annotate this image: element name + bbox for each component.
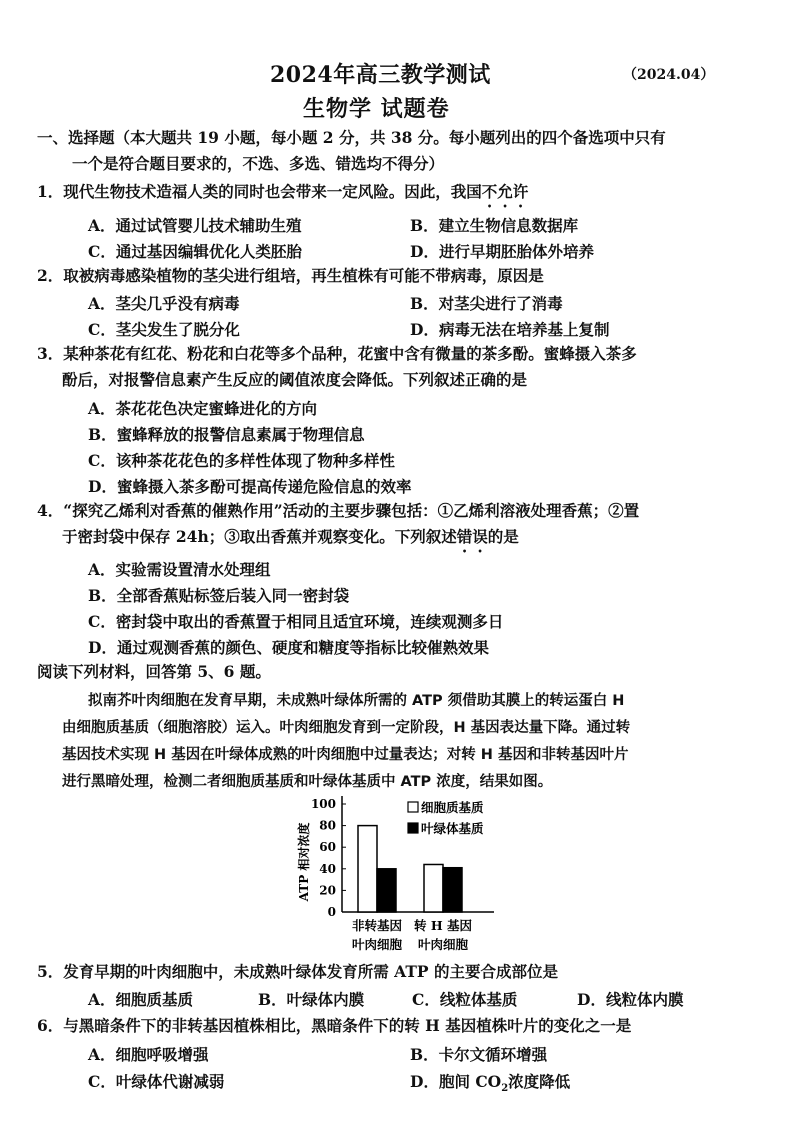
question-5-option-d: D．线粒体内膜 bbox=[577, 990, 684, 1009]
question-5-option-b: B．叶绿体内膜 bbox=[258, 990, 365, 1009]
exam-date: （2024.04） bbox=[623, 67, 715, 83]
question-1-option-b: B．建立生物信息数据库 bbox=[410, 216, 579, 235]
question-6-option-b: B．卡尔文循环增强 bbox=[410, 1045, 548, 1064]
y-tick-label: 40 bbox=[319, 861, 336, 876]
legend-swatch bbox=[408, 802, 418, 812]
question-5-stem: 5．发育早期的叶肉细胞中，未成熟叶绿体发育所需 ATP 的主要合成部位是 bbox=[37, 962, 558, 981]
x-category-label: 非转基因 bbox=[351, 918, 403, 933]
question-1-option-a: A．通过试管婴儿技术辅助生殖 bbox=[88, 216, 302, 235]
question-2-stem: 2．取被病毒感染植物的茎尖进行组培，再生植株有可能不带病毒，原因是 bbox=[37, 266, 544, 285]
question-1-option-d: D．进行早期胚胎体外培养 bbox=[410, 242, 594, 261]
bar-cytoplasm-0 bbox=[358, 826, 377, 912]
question-4-stem-end: 的是 bbox=[487, 527, 519, 546]
x-category-label: 叶肉细胞 bbox=[351, 937, 403, 952]
question-6-option-d bbox=[410, 1070, 570, 1094]
question-4-option-d: D．通过观测香蕉的颜色、硬度和糖度等指标比较催熟效果 bbox=[88, 638, 489, 657]
reading-intro: 阅读下列材料，回答第 5、6 题。 bbox=[37, 662, 271, 681]
question-6-option-c: C．叶绿体代谢减弱 bbox=[88, 1072, 225, 1091]
x-category-label: 转 H 基因 bbox=[413, 918, 473, 933]
question-6-stem: 6．与黑暗条件下的非转基因植株相比，黑暗条件下的转 H 基因植株叶片的变化之一是 bbox=[37, 1016, 632, 1035]
question-2-option-d: D．病毒无法在培养基上复制 bbox=[410, 320, 610, 339]
atp-concentration-chart bbox=[290, 790, 510, 955]
question-4-option-c: C．密封袋中取出的香蕉置于相同且适宜环境，连续观测多日 bbox=[88, 612, 504, 631]
question-1-emphasis: 不允许 bbox=[481, 182, 529, 201]
question-3-stem-line-2: 酚后，对报警信息素产生反应的阈值浓度会降低。下列叙述正确的是 bbox=[62, 370, 528, 389]
exam-title: 2024年高三教学测试 bbox=[270, 62, 491, 88]
question-4-emphasis: 错误 bbox=[456, 527, 488, 546]
bar-cytoplasm-1 bbox=[424, 864, 443, 912]
question-6-option-d-end: 浓度降低 bbox=[508, 1072, 571, 1091]
bar-chloroplast-0 bbox=[377, 869, 396, 912]
legend-label: 细胞质基质 bbox=[421, 800, 484, 815]
section-heading-line-2: 一个是符合题目要求的，不选、多选、错选均不得分） bbox=[72, 154, 445, 173]
x-category-label: 叶肉细胞 bbox=[417, 937, 469, 952]
question-2-option-b: B．对茎尖进行了消毒 bbox=[410, 294, 563, 313]
reading-paragraph-line-1: 拟南芥叶肉细胞在发育早期，未成熟叶绿体所需的 ATP 须借助其膜上的转运蛋白 H bbox=[88, 693, 625, 709]
co2-subscript: 2 bbox=[501, 1083, 509, 1095]
y-tick-label: 100 bbox=[310, 797, 336, 811]
question-2-option-c: C．茎尖发生了脱分化 bbox=[88, 320, 240, 339]
question-6-option-a: A．细胞呼吸增强 bbox=[88, 1045, 209, 1064]
question-4-stem-text: 于密封袋中保存 24h；③取出香蕉并观察变化。下列叙述 bbox=[62, 527, 457, 546]
question-4-stem-line-1: 4．“探究乙烯利对香蕉的催熟作用”活动的主要步骤包括：①乙烯利溶液处理香蕉；②置 bbox=[37, 501, 640, 520]
y-tick-label: 80 bbox=[319, 818, 336, 833]
question-3-option-d: D．蜜蜂摄入茶多酚可提高传递危险信息的效率 bbox=[88, 477, 412, 496]
y-tick-label: 0 bbox=[327, 905, 336, 919]
question-5-option-a: A．细胞质基质 bbox=[88, 990, 194, 1009]
y-tick-label: 60 bbox=[319, 840, 336, 855]
question-6-option-d-text: D．胞间 CO bbox=[410, 1072, 502, 1091]
reading-paragraph-line-4: 进行黑暗处理，检测二者细胞质基质和叶绿体基质中 ATP 浓度，结果如图。 bbox=[62, 774, 553, 790]
legend-label: 叶绿体基质 bbox=[421, 821, 484, 836]
exam-subtitle: 生物学 试题卷 bbox=[303, 96, 450, 122]
reading-paragraph-line-3: 基因技术实现 H 基因在叶绿体成熟的叶肉细胞中过量表达；对转 H 基因和非转基因叶片 bbox=[62, 747, 629, 763]
y-axis-label: ATP 相对浓度 bbox=[297, 822, 311, 902]
question-1-stem bbox=[37, 182, 528, 211]
question-1-stem-text: 1．现代生物技术造福人类的同时也会带来一定风险。因此，我国 bbox=[37, 182, 482, 201]
question-4-stem-line-2 bbox=[62, 527, 519, 556]
question-4-option-a: A．实验需设置清水处理组 bbox=[88, 560, 271, 579]
question-3-option-a: A．茶花花色决定蜜蜂进化的方向 bbox=[88, 399, 318, 418]
question-3-option-c: C．该种茶花花色的多样性体现了物种多样性 bbox=[88, 451, 395, 470]
reading-paragraph-line-2: 由细胞质基质（细胞溶胶）运入。叶肉细胞发育到一定阶段，H 基因表达量下降。通过转 bbox=[62, 720, 631, 736]
bar-chloroplast-1 bbox=[443, 868, 462, 912]
question-3-option-b: B．蜜蜂释放的报警信息素属于物理信息 bbox=[88, 425, 365, 444]
question-2-option-a: A．茎尖几乎没有病毒 bbox=[88, 294, 240, 313]
question-5-option-c: C．线粒体基质 bbox=[412, 990, 518, 1009]
legend-swatch bbox=[408, 823, 418, 833]
question-4-option-b: B．全部香蕉贴标签后装入同一密封袋 bbox=[88, 586, 350, 605]
question-3-stem-line-1: 3．某种茶花有红花、粉花和白花等多个品种，花蜜中含有微量的茶多酚。蜜蜂摄入茶多 bbox=[37, 344, 637, 363]
section-heading-line-1: 一、选择题（本大题共 19 小题，每小题 2 分，共 38 分。每小题列出的四个备选项中只有 bbox=[37, 128, 666, 147]
question-1-option-c: C．通过基因编辑优化人类胚胎 bbox=[88, 242, 302, 261]
y-tick-label: 20 bbox=[319, 883, 336, 898]
